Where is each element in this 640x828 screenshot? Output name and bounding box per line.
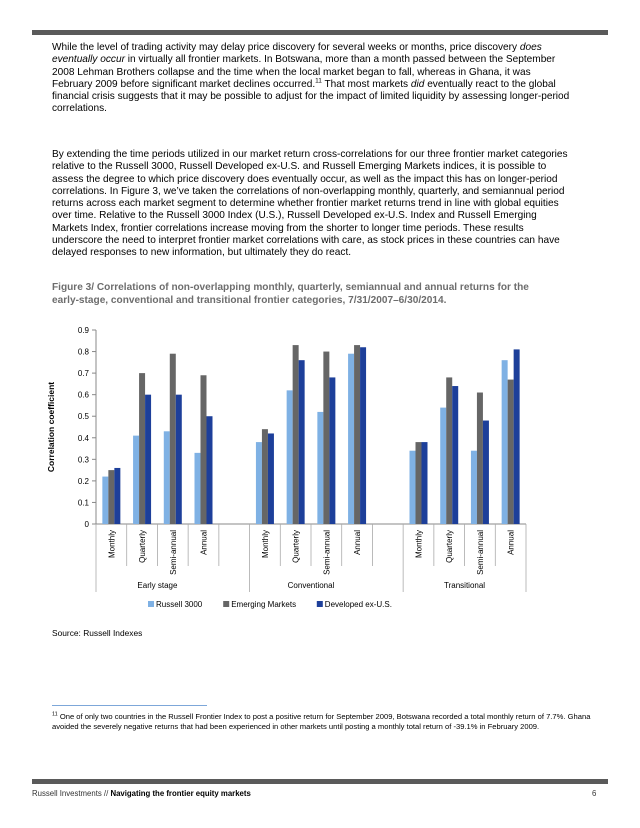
group-label: Transitional xyxy=(444,581,486,590)
footnote-rule xyxy=(52,705,207,706)
footnote-ref[interactable]: 11 xyxy=(315,77,322,85)
category-label: Annual xyxy=(199,530,209,555)
legend-label: Developed ex-U.S. xyxy=(324,600,392,609)
y-tick-label: 0.3 xyxy=(77,455,89,465)
category-label: Monthly xyxy=(260,530,270,559)
bar xyxy=(483,421,489,524)
header-rule xyxy=(32,30,608,35)
y-tick-label: 0.6 xyxy=(77,390,89,400)
y-tick-label: 0.4 xyxy=(77,433,89,443)
bar xyxy=(207,416,213,524)
legend-label: Russell 3000 xyxy=(156,600,203,609)
category-label: Quarterly xyxy=(291,530,301,563)
bar xyxy=(102,477,108,524)
figure-title: Figure 3/ Correlations of non-overlapping monthly, quarterly, semiannual and annual returns for the early-stage, conventional and transitional frontier categories, 7/31/2007–6/30/2014. xyxy=(52,282,529,306)
bar xyxy=(195,453,201,524)
bar xyxy=(262,429,268,524)
paragraph-time-periods: By extending the time periods utilized in our market return cross-correlations for our three frontier market categories relative to the Russell 3000, Russell Developed ex-U.S. and Russell Emerging Markets indices, it is possible to assess the degree to which price discovery does eventually occur, as well as the impact this has on longer-period correlations. In Figure 3, we’ve taken the correlations of non-overlapping monthly, quarterly, and semiannual period returns across each market segment to determine whether frontier market returns trend in line with global equities over time. Relative to the Russell 3000 Index (U.S.), Russell Developed ex-U.S. Index and Russell Emerging Markets Index, frontier correlations increase moving from the shorter to longer time periods. These results underscore the need to interpret frontier market correlations with care, as stock prices in these countries can have delayed responses to new information, but ultimately they do react. xyxy=(52,149,568,259)
y-axis-label: Correlation coefficient xyxy=(46,381,56,473)
category-label: Annual xyxy=(353,530,363,555)
bar xyxy=(139,373,145,524)
bar xyxy=(323,352,329,524)
category-label: Annual xyxy=(506,530,516,555)
y-tick-label: 0 xyxy=(84,520,89,529)
bar xyxy=(170,354,176,524)
bar xyxy=(422,442,428,524)
bar xyxy=(268,433,274,524)
category-label: Semi-annual xyxy=(475,530,485,575)
group-label: Conventional xyxy=(287,581,335,590)
legend-swatch xyxy=(317,601,323,607)
bar xyxy=(452,386,458,524)
y-tick-label: 0.2 xyxy=(77,476,89,486)
bar xyxy=(446,377,452,524)
legend-label: Emerging Markets xyxy=(231,600,297,609)
bar xyxy=(317,412,323,524)
bar xyxy=(440,408,446,524)
footer-text: Russell Investments // Navigating the frontier equity markets xyxy=(32,789,251,798)
bar xyxy=(108,470,114,524)
bar xyxy=(145,395,151,524)
page-number: 6 xyxy=(592,789,597,798)
bar xyxy=(471,451,477,524)
bar xyxy=(354,345,360,524)
bar xyxy=(133,436,139,524)
bar xyxy=(293,345,299,524)
y-tick-label: 0.7 xyxy=(77,369,89,379)
category-label: Monthly xyxy=(414,530,424,559)
paragraph-price-discovery: While the level of trading activity may delay price discovery for several weeks or months, price discovery does eventually occur in virtually all frontier markets. In Botswana, more than a month passed between the September 2008 Lehman Brothers collapse and the time when the local market began to fall, whereas in Ghana, it was February 2009 before significant market declines occurred.$^{11}$ That most markets did eventually react to the global financial crisis suggests that it may be possible to adjust for the impact of limited liquidity by assessing longer-period correlations. xyxy=(52,42,570,115)
bar xyxy=(410,451,416,524)
bar xyxy=(114,468,120,524)
bar xyxy=(256,442,262,524)
bar xyxy=(502,360,508,524)
category-label: Monthly xyxy=(107,530,117,559)
bar xyxy=(514,349,520,524)
legend-swatch xyxy=(223,601,229,607)
legend-swatch xyxy=(148,601,154,607)
bar xyxy=(329,377,335,524)
bar xyxy=(164,431,170,524)
y-tick-label: 0.8 xyxy=(77,347,89,357)
category-label: Semi-annual xyxy=(322,530,332,575)
y-tick-label: 0.9 xyxy=(77,326,89,335)
bar xyxy=(508,380,514,524)
bar xyxy=(360,347,366,524)
bar xyxy=(287,390,293,524)
category-label: Semi-annual xyxy=(168,530,178,575)
footnote: $^{11}$ One of only two countries in the Russell Frontier Index to post a positive return for September 2009, Botswana recorded a total monthly return of 7.7%. Ghana avoided the severely negative returns that had been experienced in other markets until posting a monthly total return of -39.1% in February 2009. xyxy=(52,711,591,731)
category-label: Quarterly xyxy=(138,530,148,563)
bar xyxy=(477,393,483,524)
bar xyxy=(299,360,305,524)
bar xyxy=(176,395,182,524)
source-note: Source: Russell Indexes xyxy=(52,628,143,638)
footer-rule xyxy=(32,779,608,784)
group-label: Early stage xyxy=(137,581,178,590)
bar xyxy=(348,354,354,524)
bar xyxy=(416,442,422,524)
category-label: Quarterly xyxy=(445,530,455,563)
bar xyxy=(201,375,207,524)
correlation-bar-chart xyxy=(40,320,600,620)
y-tick-label: 0.5 xyxy=(77,412,89,422)
y-tick-label: 0.1 xyxy=(77,498,89,508)
